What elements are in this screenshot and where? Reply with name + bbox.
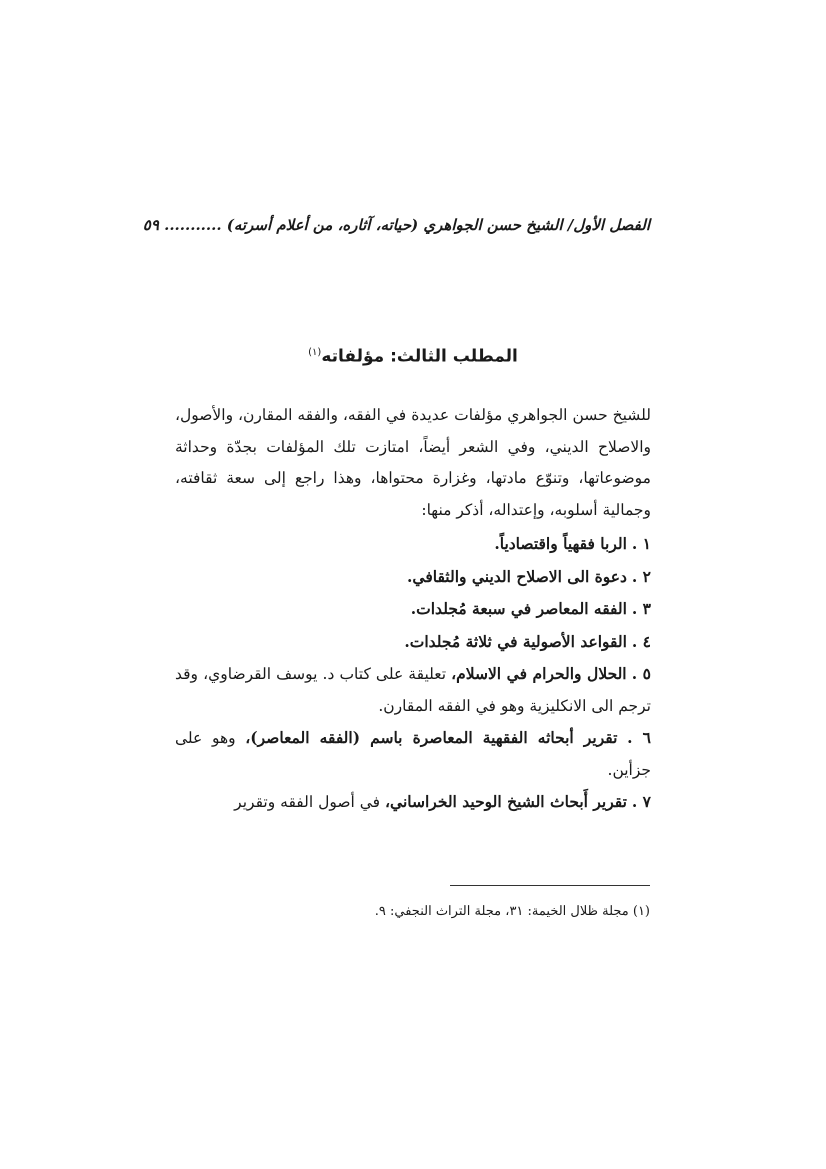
list-item-rest: في أصول الفقه وتقرير [234, 793, 386, 811]
list-item-title: الحلال والحرام في الاسلام، [451, 664, 627, 683]
list-item-title: دعوة الى الاصلاح الديني والثقافي. [407, 566, 627, 586]
list-item-number: ٧ . [631, 792, 651, 811]
footnote-marker: (١) [308, 347, 322, 358]
list-item-title: الربا فقهياً واقتصادياً. [494, 534, 627, 553]
list-item-number: ٤ . [631, 631, 651, 651]
intro-paragraph: للشيخ حسن الجواهري مؤلفات عديدة في الفقه، والفقه المقارن، والأصول، والاصلاح الديني، وفي الشعر أيضاً، امتازت تلك المؤلفات بجدّة وحداثة موضوعاتها، وتنوّع مادتها، وغزارة محتواها، وهذا راجع إلى سعة ثقافته، وجمالية أسلوبه، وإعتداله، أذكر منها: [175, 406, 651, 519]
list-item [175, 528, 651, 561]
list-item-rest: وهو على جزأين. [175, 729, 651, 779]
list-item-number: ٢ . [631, 566, 651, 586]
list-item-number: ١ . [631, 534, 651, 553]
list-item-title: تقرير أَبحاث الشيخ الوحيد الخراساني، [385, 792, 627, 811]
list-item [175, 786, 651, 819]
list-item [175, 593, 651, 626]
list-item [175, 626, 651, 659]
list-item-title: القواعد الأصولية في ثلاثة مُجلدات. [404, 631, 627, 651]
list-item-rest: تعليقة على كتاب د. يوسف القرضاوي، وقد ترجم الى الانكليزية وهو في الفقه المقارن. [175, 665, 651, 715]
list-item-number: ٥ . [631, 664, 651, 683]
section-title-text: المطلب الثالث: مؤلفاته [321, 346, 518, 367]
footnote-divider [450, 885, 650, 886]
list-item [175, 722, 651, 786]
running-header: الفصل الأول/ الشيخ حسن الجواهري (حياته، آثاره، من أعلام أسرته) ........... ٥٩ [142, 216, 650, 234]
list-item-title: تقرير أبحاثه الفقهية المعاصرة باسم (الفقه المعاصر)، [245, 728, 618, 747]
page-body [175, 400, 651, 819]
list-item [175, 658, 651, 722]
footnote: (١) مجلة ظلال الخيمة: ٣١، مجلة التراث النجفي: ٩. [374, 904, 650, 919]
list-item-number: ٦ . [627, 728, 651, 747]
list-item-number: ٣ . [631, 599, 651, 618]
list-item-title: الفقه المعاصر في سبعة مُجلدات. [410, 599, 627, 618]
section-title [0, 340, 826, 370]
list-item [175, 561, 651, 594]
